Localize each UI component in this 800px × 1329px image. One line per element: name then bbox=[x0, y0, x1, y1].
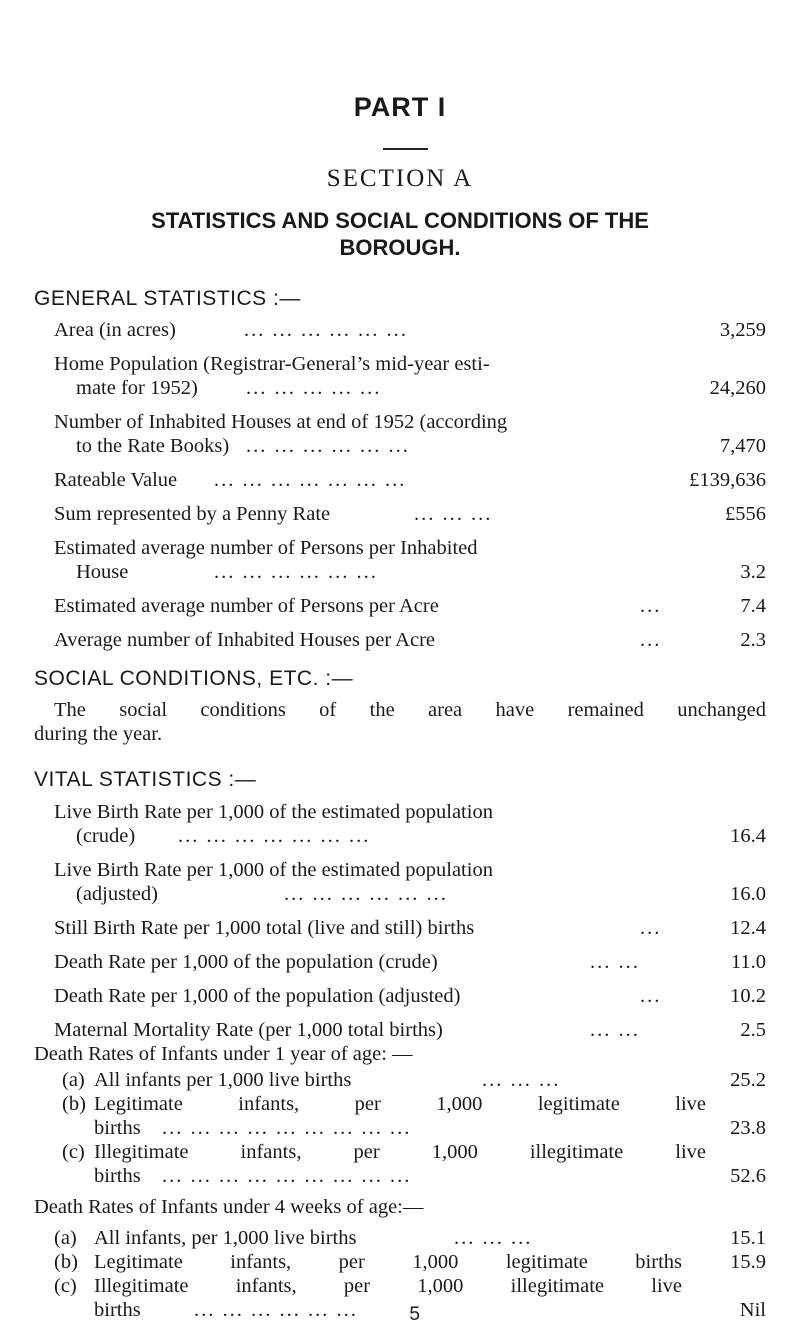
leader-dots: ... ... bbox=[590, 1019, 640, 1041]
leader-dots: ... ... ... bbox=[414, 503, 493, 525]
stat-value: 15.9 bbox=[730, 1251, 766, 1273]
stat-label: (crude) bbox=[76, 825, 136, 847]
sub-heading: Death Rates of Infants under 4 weeks of age:— bbox=[34, 1196, 424, 1218]
stat-label: Average number of Inhabited Houses per Acre bbox=[54, 629, 436, 651]
social-text-line-2: during the year. bbox=[34, 723, 163, 745]
stat-label: Death Rate per 1,000 of the population (adjusted) bbox=[54, 985, 461, 1007]
item-mark: (a) bbox=[62, 1069, 85, 1091]
leader-dots: ... ... ... ... ... ... ... ... ... bbox=[162, 1117, 412, 1139]
part-title: PART I bbox=[353, 92, 447, 122]
stat-label: Area (in acres) bbox=[54, 319, 176, 341]
stat-label: Death Rate per 1,000 of the population (crude) bbox=[54, 951, 438, 973]
stat-label: Legitimate infants, per 1,000 legitimate live bbox=[94, 1093, 706, 1115]
stat-value: 25.2 bbox=[730, 1069, 766, 1091]
stat-label: (adjusted) bbox=[76, 883, 158, 905]
item-mark: (c) bbox=[62, 1141, 85, 1163]
stat-label: births bbox=[94, 1165, 141, 1187]
item-mark: (c) bbox=[54, 1275, 77, 1297]
leader-dots: ... ... ... ... ... ... bbox=[194, 1299, 358, 1321]
page-number: 5 bbox=[409, 1304, 420, 1325]
stat-label: All infants per 1,000 live births bbox=[94, 1069, 352, 1091]
stat-value: 16.4 bbox=[730, 825, 766, 847]
leader-dots: ... ... ... bbox=[454, 1227, 533, 1249]
stat-label: Live Birth Rate per 1,000 of the estimated population bbox=[54, 801, 493, 823]
sub-heading: Death Rates of Infants under 1 year of age: — bbox=[34, 1043, 413, 1065]
stat-label: Illegitimate infants, per 1,000 illegitimate live bbox=[94, 1141, 706, 1163]
stat-value: Nil bbox=[739, 1299, 766, 1321]
title-rule bbox=[383, 148, 428, 150]
stat-value: 16.0 bbox=[730, 883, 766, 905]
main-title-line-1: STATISTICS AND SOCIAL CONDITIONS OF THE bbox=[151, 208, 649, 233]
stat-label: Estimated average number of Persons per Acre bbox=[54, 595, 439, 617]
stat-label: All infants, per 1,000 live births bbox=[94, 1227, 357, 1249]
main-title-line-2: BOROUGH. bbox=[339, 235, 461, 260]
section-title: SECTION A bbox=[326, 165, 474, 192]
stat-value: 15.1 bbox=[730, 1227, 766, 1249]
stat-value: 10.2 bbox=[730, 985, 766, 1007]
vital-statistics-heading: VITAL STATISTICS :— bbox=[34, 768, 257, 791]
leader-dots: ... ... ... ... ... bbox=[246, 377, 382, 399]
stat-label: births bbox=[94, 1299, 141, 1321]
leader-dots: ... bbox=[640, 985, 662, 1007]
stat-value: 7.4 bbox=[740, 595, 766, 617]
stat-value: £556 bbox=[725, 503, 766, 525]
stat-label: Number of Inhabited Houses at end of 1952 (according bbox=[54, 411, 508, 433]
stat-value: 3.2 bbox=[740, 561, 766, 583]
stat-label: Home Population (Registrar-General’s mid-year esti- bbox=[54, 353, 490, 375]
stat-value: 7,470 bbox=[719, 435, 766, 457]
item-mark: (b) bbox=[62, 1093, 86, 1115]
stat-label: births bbox=[94, 1117, 141, 1139]
stat-value: 2.3 bbox=[740, 629, 766, 651]
general-statistics-heading: GENERAL STATISTICS :— bbox=[34, 287, 301, 310]
item-mark: (b) bbox=[54, 1251, 78, 1273]
stat-value: 3,259 bbox=[719, 319, 766, 341]
leader-dots: ... ... ... ... ... ... bbox=[244, 319, 408, 341]
stat-label: to the Rate Books) bbox=[76, 435, 230, 457]
social-text-line-1: The social conditions of the area have remained unchanged bbox=[54, 699, 766, 721]
stat-label: Maternal Mortality Rate (per 1,000 total births) bbox=[54, 1019, 443, 1041]
stat-value: 23.8 bbox=[730, 1117, 766, 1139]
stat-value: 11.0 bbox=[730, 951, 766, 973]
stat-value: 24,260 bbox=[709, 377, 766, 399]
stat-value: £139,636 bbox=[689, 469, 766, 491]
leader-dots: ... ... ... ... ... ... ... bbox=[178, 825, 371, 847]
social-conditions-heading: SOCIAL CONDITIONS, ETC. :— bbox=[34, 667, 354, 690]
leader-dots: ... bbox=[640, 595, 662, 617]
leader-dots: ... ... ... ... ... ... bbox=[284, 883, 448, 905]
stat-label: Illegitimate infants, per 1,000 illegitimate live bbox=[94, 1275, 682, 1297]
stat-label: Still Birth Rate per 1,000 total (live and still) births bbox=[54, 917, 475, 939]
stat-value: 52.6 bbox=[730, 1165, 766, 1187]
stat-label: Legitimate infants, per 1,000 legitimate births bbox=[94, 1251, 682, 1273]
leader-dots: ... ... ... ... ... ... ... ... ... bbox=[162, 1165, 412, 1187]
stat-label: Live Birth Rate per 1,000 of the estimated population bbox=[54, 859, 493, 881]
stat-label: mate for 1952) bbox=[76, 377, 198, 399]
leader-dots: ... bbox=[640, 917, 662, 939]
main-title bbox=[0, 207, 800, 261]
leader-dots: ... ... ... ... ... ... bbox=[214, 561, 378, 583]
leader-dots: ... ... ... ... ... ... ... bbox=[214, 469, 407, 491]
leader-dots: ... bbox=[640, 629, 662, 651]
item-mark: (a) bbox=[54, 1227, 77, 1249]
leader-dots: ... ... ... ... ... ... bbox=[246, 435, 410, 457]
stat-label: Rateable Value bbox=[54, 469, 178, 491]
stat-label: Sum represented by a Penny Rate bbox=[54, 503, 331, 525]
leader-dots: ... ... bbox=[590, 951, 640, 973]
stat-label: House bbox=[76, 561, 129, 583]
stat-value: 12.4 bbox=[730, 917, 766, 939]
stat-value: 2.5 bbox=[740, 1019, 766, 1041]
leader-dots: ... ... ... bbox=[482, 1069, 561, 1091]
stat-label: Estimated average number of Persons per Inhabited bbox=[54, 537, 478, 559]
